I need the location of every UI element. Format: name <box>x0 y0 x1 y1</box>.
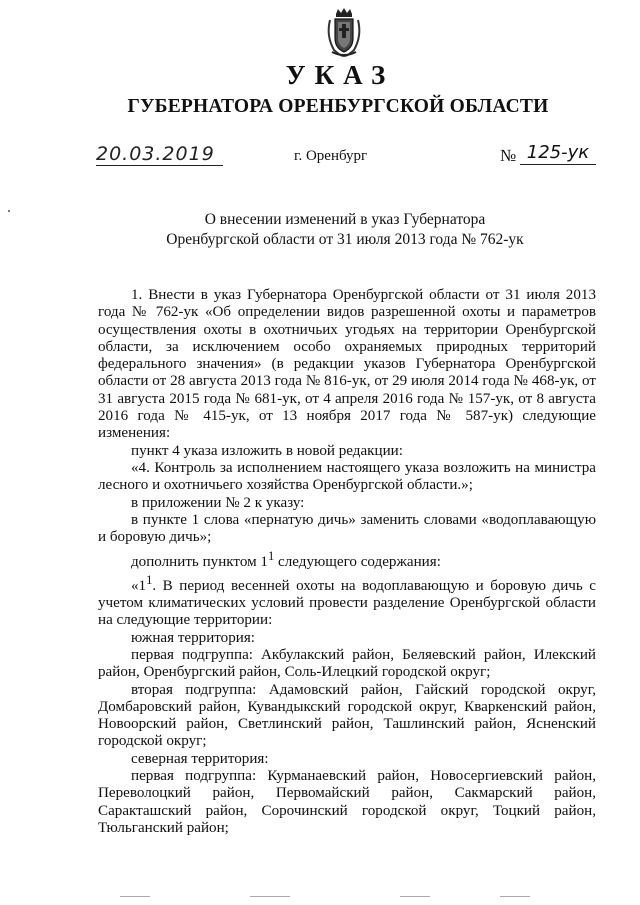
margin-speck <box>8 210 10 212</box>
body-paragraph: «4. Контроль за исполнением настоящего указа возложить на министра лесного и охотничьего хозяйства Оренбургской области.»; <box>98 459 596 494</box>
decree-body <box>98 287 596 837</box>
body-paragraph: 1. Внести в указ Губернатора Оренбургской области от 31 июля 2013 года № 762-ук «Об определении видов разрешенной охоты и параметров осуществления охоты в охотничьих угодьях на территории Оренбургской области, за исключением особо охраняемых природных территорий федерального значения» (в редакции указов Губернатора Оренбургской области от 28 августа 2013 года № 816-ук, от 29 июля 2014 года № 468-ук, от 31 августа 2015 года № 681-ук, от 4 апреля 2016 года № 157-ук, от 8 августа 2016 года № 415-ук, от 13 ноября 2017 года № 587-ук) следующие изменения: <box>98 287 596 442</box>
body-paragraph: северная территория: <box>131 750 269 767</box>
body-paragraph: первая подгруппа: Акбулакский район, Беляевский район, Илекский район, Оренбургский район, Соль-Илецкий городской округ; <box>98 647 596 681</box>
scan-mark <box>250 896 290 897</box>
paragraph-text: следующего содержания: <box>274 554 441 571</box>
superscript: 1 <box>146 572 153 587</box>
body-paragraph <box>98 572 596 630</box>
document-type-title: УКАЗ <box>285 60 395 90</box>
body-paragraph <box>98 548 596 571</box>
decree-subject <box>0 210 640 250</box>
paragraph-text: дополнить пунктом 1 <box>131 554 268 571</box>
subject-line-1: О внесении изменений в указ Губернатора <box>204 211 486 228</box>
decree-number: 125-ук <box>520 142 596 165</box>
scan-mark <box>120 896 150 897</box>
body-paragraph: вторая подгруппа: Адамовский район, Гайский городской округ, Домбаровский район, Кувандыкский городской округ, Кваркенский район, Новоорский район, Светлинский район, Ташлинский район, Ясненский городской округ; <box>98 681 596 750</box>
scan-mark <box>500 896 530 897</box>
paragraph-text: . В период весенней охоты на водоплавающую и боровую дичь с учетом климатических условий провести разделение Оренбургской области на следующие территории: <box>98 577 596 629</box>
issuer-title: ГУБЕРНАТОРА ОРЕНБУРГСКОЙ ОБЛАСТИ <box>127 96 549 117</box>
superscript: 1 <box>267 549 275 564</box>
body-paragraph: в пункте 1 слова «пернатую дичь» заменить словами «водоплавающую и боровую дичь»; <box>98 511 596 546</box>
decree-number-label: № <box>500 146 517 165</box>
decree-date: 20.03.2019 <box>96 143 223 166</box>
body-paragraph: в приложении № 2 к указу: <box>131 494 305 511</box>
orenburg-coat-of-arms-icon <box>324 6 364 58</box>
page-bottom-edge <box>0 896 640 898</box>
subject-line-2: Оренбургской области от 31 июля 2013 года № 762-ук <box>166 231 524 248</box>
scan-mark <box>400 896 430 897</box>
body-paragraph: пункт 4 указа изложить в новой редакции: <box>131 442 403 459</box>
body-paragraph: первая подгруппа: Курманаевский район, Новосергиевский район, Переволоцкий район, Первомайский район, Сакмарский район, Саракташский район, Сорочинский городской округ, Тоцкий район, Тюльганский район; <box>98 768 596 836</box>
body-paragraph: южная территория: <box>131 629 255 646</box>
paragraph-text: «1 <box>131 577 147 594</box>
decree-city: г. Оренбург <box>294 148 368 164</box>
